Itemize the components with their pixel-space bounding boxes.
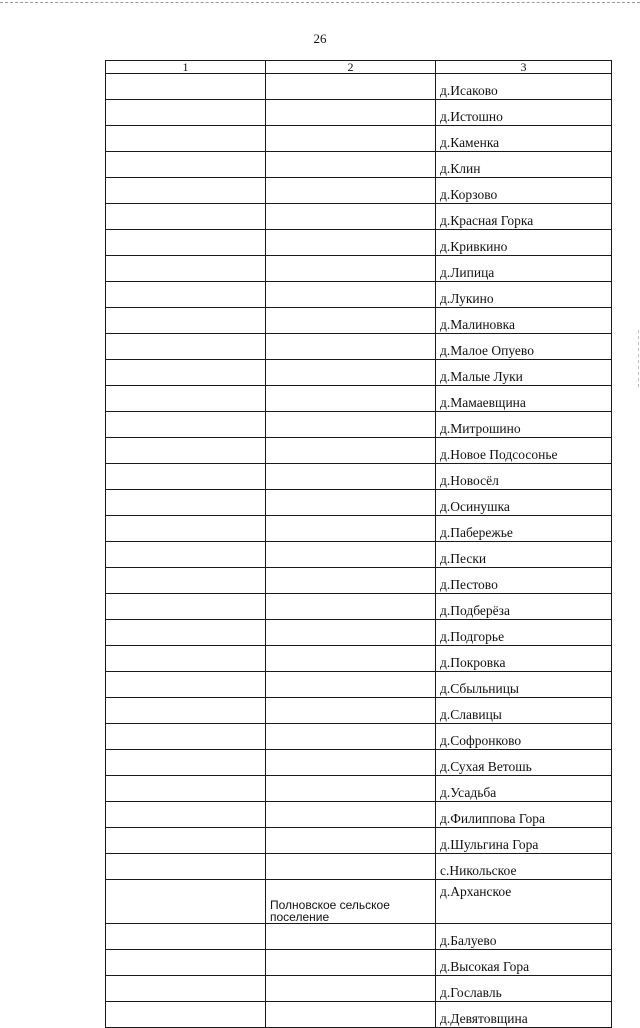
- number-cell: [106, 802, 266, 828]
- table-row: [106, 490, 612, 516]
- table-row: [106, 776, 612, 802]
- number-cell: [106, 204, 266, 230]
- settlement-name-cell: д.Девятовщина: [436, 1002, 612, 1028]
- municipality-cell: [266, 568, 436, 594]
- number-cell: [106, 490, 266, 516]
- settlement-name-cell: д.Истошно: [436, 100, 612, 126]
- number-cell: [106, 672, 266, 698]
- settlement-name-cell: д.Новосёл: [436, 464, 612, 490]
- municipality-cell: [266, 386, 436, 412]
- municipality-cell: [266, 178, 436, 204]
- number-cell: [106, 880, 266, 924]
- number-cell: [106, 464, 266, 490]
- municipality-cell: [266, 464, 436, 490]
- header-col-3: 3: [436, 61, 612, 74]
- municipality-cell: [266, 490, 436, 516]
- municipality-cell: [266, 594, 436, 620]
- table-row: [106, 308, 612, 334]
- table-row: [106, 100, 612, 126]
- settlement-name-cell: д.Кривкино: [436, 230, 612, 256]
- number-cell: [106, 438, 266, 464]
- table-row: [106, 178, 612, 204]
- settlement-name-cell: д.Каменка: [436, 126, 612, 152]
- table-row: [106, 646, 612, 672]
- municipality-cell: [266, 802, 436, 828]
- number-cell: [106, 282, 266, 308]
- municipality-cell: [266, 126, 436, 152]
- settlement-name-cell: д.Сбыльницы: [436, 672, 612, 698]
- settlement-name-cell: д.Новое Подсосонье: [436, 438, 612, 464]
- header-col-1: 1: [106, 61, 266, 74]
- number-cell: [106, 854, 266, 880]
- table-row: [106, 620, 612, 646]
- header-col-2: 2: [266, 61, 436, 74]
- settlement-name-cell: д.Митрошино: [436, 412, 612, 438]
- settlement-name-cell: д.Подберёза: [436, 594, 612, 620]
- municipality-cell: [266, 750, 436, 776]
- number-cell: [106, 100, 266, 126]
- number-cell: [106, 620, 266, 646]
- municipality-cell: [266, 724, 436, 750]
- number-cell: [106, 516, 266, 542]
- table-row: [106, 126, 612, 152]
- municipality-cell: [266, 776, 436, 802]
- municipality-cell: [266, 412, 436, 438]
- number-cell: [106, 412, 266, 438]
- number-cell: [106, 308, 266, 334]
- table-row: [106, 230, 612, 256]
- settlement-name-cell: д.Высокая Гора: [436, 950, 612, 976]
- table-row: [106, 724, 612, 750]
- table-row: [106, 386, 612, 412]
- municipality-cell: [266, 334, 436, 360]
- table-row: [106, 464, 612, 490]
- municipality-cell: [266, 230, 436, 256]
- table-row: [106, 976, 612, 1002]
- municipality-cell: Полновское сельское поселение: [266, 880, 436, 924]
- municipality-cell: [266, 698, 436, 724]
- settlement-name-cell: д.Красная Горка: [436, 204, 612, 230]
- table-row: [106, 152, 612, 178]
- number-cell: [106, 776, 266, 802]
- table-row: [106, 880, 612, 924]
- settlement-name-cell: д.Липица: [436, 256, 612, 282]
- table-row: [106, 204, 612, 230]
- settlement-name-cell: д.Пабережье: [436, 516, 612, 542]
- municipality-cell: [266, 438, 436, 464]
- municipality-cell: [266, 924, 436, 950]
- number-cell: [106, 646, 266, 672]
- settlement-name-cell: д.Покровка: [436, 646, 612, 672]
- header-row: [106, 61, 612, 74]
- settlement-name-cell: д.Корзово: [436, 178, 612, 204]
- municipality-cell: [266, 282, 436, 308]
- settlement-name-cell: д.Малые Луки: [436, 360, 612, 386]
- number-cell: [106, 178, 266, 204]
- table-row: [106, 568, 612, 594]
- number-cell: [106, 126, 266, 152]
- settlement-name-cell: д.Подгорье: [436, 620, 612, 646]
- table-row: [106, 1002, 612, 1028]
- settlement-name-cell: д.Гославль: [436, 976, 612, 1002]
- municipality-cell: [266, 976, 436, 1002]
- table-row: [106, 854, 612, 880]
- table-row: [106, 412, 612, 438]
- number-cell: [106, 334, 266, 360]
- settlement-name-cell: д.Софронково: [436, 724, 612, 750]
- municipality-cell: [266, 100, 436, 126]
- municipality-cell: [266, 854, 436, 880]
- municipality-cell: [266, 828, 436, 854]
- table-row: [106, 334, 612, 360]
- number-cell: [106, 924, 266, 950]
- settlement-name-cell: д.Клин: [436, 152, 612, 178]
- number-cell: [106, 152, 266, 178]
- table-row: [106, 282, 612, 308]
- table-row: [106, 74, 612, 100]
- table-body: [106, 74, 612, 1028]
- settlement-name-cell: д.Малое Опуево: [436, 334, 612, 360]
- number-cell: [106, 256, 266, 282]
- number-cell: [106, 542, 266, 568]
- table-row: [106, 924, 612, 950]
- number-cell: [106, 594, 266, 620]
- municipality-cell: [266, 256, 436, 282]
- settlement-name-cell: д.Лукино: [436, 282, 612, 308]
- settlement-name-cell: д.Пестово: [436, 568, 612, 594]
- settlement-name-cell: д.Шульгина Гора: [436, 828, 612, 854]
- table-row: [106, 438, 612, 464]
- table-row: [106, 950, 612, 976]
- number-cell: [106, 230, 266, 256]
- settlement-name-cell: д.Осинушка: [436, 490, 612, 516]
- settlement-name-cell: д.Сухая Ветошь: [436, 750, 612, 776]
- settlements-table: [105, 60, 612, 1028]
- table-row: [106, 360, 612, 386]
- number-cell: [106, 568, 266, 594]
- municipality-cell: [266, 1002, 436, 1028]
- number-cell: [106, 1002, 266, 1028]
- settlement-name-cell: д.Балуево: [436, 924, 612, 950]
- scan-top-edge: [0, 2, 640, 3]
- table-row: [106, 594, 612, 620]
- table-row: [106, 828, 612, 854]
- table-row: [106, 750, 612, 776]
- table-row: [106, 698, 612, 724]
- number-cell: [106, 976, 266, 1002]
- settlement-name-cell: д.Малиновка: [436, 308, 612, 334]
- settlement-name-cell: д.Мамаевщина: [436, 386, 612, 412]
- municipality-cell: [266, 74, 436, 100]
- municipality-cell: [266, 516, 436, 542]
- municipality-cell: [266, 308, 436, 334]
- scan-right-edge: [638, 330, 639, 390]
- number-cell: [106, 698, 266, 724]
- municipality-cell: [266, 204, 436, 230]
- number-cell: [106, 750, 266, 776]
- municipality-cell: [266, 542, 436, 568]
- settlement-name-cell: д.Исаково: [436, 74, 612, 100]
- table-row: [106, 802, 612, 828]
- settlement-name-cell: д.Пески: [436, 542, 612, 568]
- municipality-cell: [266, 620, 436, 646]
- number-cell: [106, 724, 266, 750]
- settlement-name-cell: д.Славицы: [436, 698, 612, 724]
- number-cell: [106, 360, 266, 386]
- municipality-cell: [266, 152, 436, 178]
- settlement-name-cell: с.Никольское: [436, 854, 612, 880]
- number-cell: [106, 386, 266, 412]
- number-cell: [106, 950, 266, 976]
- settlement-name-cell: д.Филиппова Гора: [436, 802, 612, 828]
- municipality-cell: [266, 950, 436, 976]
- settlement-name-cell: д.Усадьба: [436, 776, 612, 802]
- municipality-cell: [266, 672, 436, 698]
- settlement-name-cell: д.Арханское: [436, 880, 612, 924]
- municipality-cell: [266, 360, 436, 386]
- table-row: [106, 542, 612, 568]
- table-row: [106, 256, 612, 282]
- page-number: 26: [313, 31, 327, 46]
- table-row: [106, 516, 612, 542]
- number-cell: [106, 828, 266, 854]
- municipality-cell: [266, 646, 436, 672]
- number-cell: [106, 74, 266, 100]
- table-row: [106, 672, 612, 698]
